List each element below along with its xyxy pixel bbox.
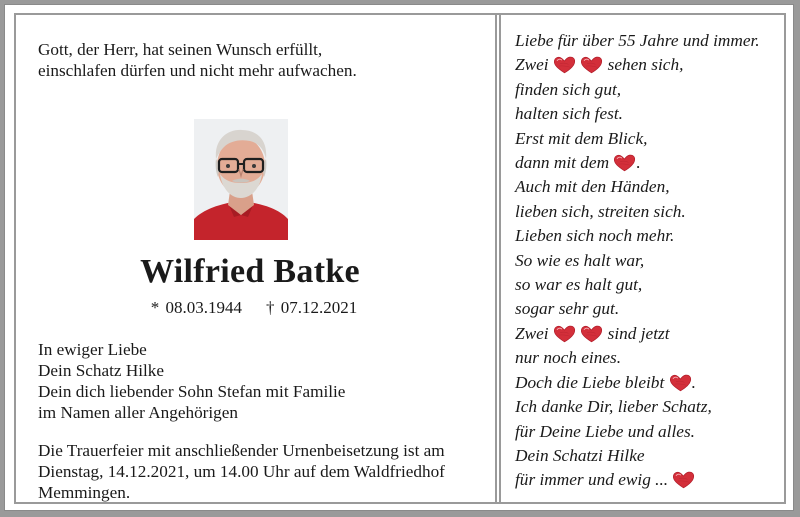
heart-icon (580, 325, 603, 343)
death-date: † 07.12.2021 (266, 298, 358, 317)
funeral-line-1: Die Trauerfeier mit anschließender Urnenbeisetzung ist am (38, 441, 445, 460)
poem-text: Zwei (515, 323, 549, 343)
poem-text: Doch die Liebe bleibt (515, 372, 665, 392)
opening-line-2: einschlafen dürfen und nicht mehr aufwachen. (38, 61, 357, 80)
heart-icon (553, 56, 576, 74)
poem-text: Zwei (515, 55, 549, 75)
inner-border (14, 13, 786, 504)
poem-line (515, 53, 785, 77)
poem-line: Lieben sich noch mehr. (515, 226, 675, 246)
opening-verse (38, 39, 483, 81)
life-dates (38, 298, 470, 318)
poem-text: . (691, 372, 696, 392)
poem-line: finden sich gut, (515, 79, 622, 99)
heart-icon (580, 56, 603, 74)
poem-text: sind jetzt (607, 323, 670, 343)
opening-line-1: Gott, der Herr, hat seinen Wunsch erfüllt, (38, 40, 323, 59)
poem-line: so war es halt gut, (515, 275, 643, 295)
poem-line: für Deine Liebe und alles. (515, 421, 695, 441)
poem-line: So wie es halt war, (515, 250, 645, 270)
heart-icon (672, 471, 695, 489)
poem-line (515, 468, 785, 492)
poem-text: . (636, 153, 641, 173)
poem-line: lieben sich, streiten sich. (515, 201, 686, 221)
poem-text: sehen sich, (607, 55, 684, 75)
poem-line: Erst mit dem Blick, (515, 128, 648, 148)
funeral-notice (38, 440, 445, 503)
poem-line: nur noch eines. (515, 348, 622, 368)
mourners-line-2: Dein Schatz Hilke (38, 361, 165, 380)
poem-text: dann mit dem (515, 153, 610, 173)
poem-line: Liebe für über 55 Jahre und immer. (515, 31, 760, 50)
heart-icon (553, 325, 576, 343)
poem-line: Ich danke Dir, lieber Schatz, (515, 397, 712, 417)
column-divider (495, 15, 501, 502)
mourners-line-1: In ewiger Liebe (38, 340, 147, 359)
poem-line: sogar sehr gut. (515, 299, 620, 319)
funeral-line-2: Dienstag, 14.12.2021, um 14.00 Uhr auf dem Waldfriedhof (38, 462, 445, 481)
poem (515, 29, 785, 493)
poem-line: halten sich fest. (515, 104, 623, 124)
poem-line (515, 371, 785, 395)
obituary-card (4, 4, 794, 511)
heart-icon (669, 374, 692, 392)
mourners-block (38, 339, 345, 423)
birth-date: * 08.03.1944 (150, 298, 242, 317)
deceased-name: Wilfried Batke (140, 253, 360, 290)
left-column (38, 39, 483, 502)
mourners-line-4: im Namen aller Angehörigen (38, 403, 238, 422)
mourners-line-3: Dein dich liebender Sohn Stefan mit Familie (38, 382, 346, 401)
poem-line: Auch mit den Händen, (515, 177, 670, 197)
poem-line: Dein Schatzi Hilke (515, 445, 645, 465)
portrait-photo (194, 119, 288, 240)
poem-text: für immer und ewig ... (515, 470, 669, 490)
heart-icon (613, 154, 636, 172)
poem-line (515, 151, 785, 175)
poem-line (515, 322, 785, 346)
funeral-line-3: Memmingen. (38, 483, 131, 502)
